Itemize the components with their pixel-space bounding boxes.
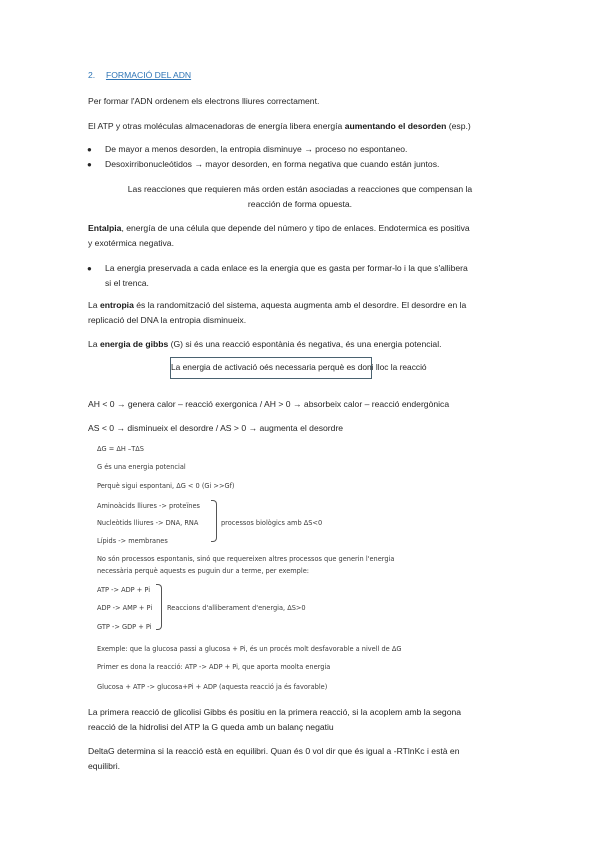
scan-line: Glucosa + ATP -> glucosa+Pi + ADP (aquesta reacció ja és favorable) xyxy=(97,683,328,691)
scan-line: Aminoàcids lliures -> proteïnes xyxy=(97,502,200,510)
scan-line: Primer es dona la reacció: ATP -> ADP + Pi, que aporta moolta energia xyxy=(97,663,331,671)
entropy-line: AS < 0 → disminueix el desordre / AS > 0 → augmenta el desordre xyxy=(88,423,344,433)
scan-line: Lípids -> membranes xyxy=(97,537,168,545)
scan-line: processos biològics amb ΔS<0 xyxy=(221,519,323,527)
paragraph-entalpia: Entalpia, energía de una célula que depende del número y tipo de enlaces. Endotermica es positiva y exotérmica negativa. xyxy=(88,223,470,248)
gibbs-equation: ΔG = ΔH –TΔS xyxy=(97,445,144,453)
bullet-icon: ● xyxy=(87,145,92,154)
scan-line: ADP -> AMP + Pi xyxy=(97,604,153,612)
centered-note: Las reacciones que requieren más orden están asociadas a reacciones que compensan la reacción de forma opuesta. xyxy=(127,184,473,209)
paragraph-gibbs: La energia de gibbs (G) si és una reacció espontània és negativa, és una energia potencial. xyxy=(88,339,442,349)
scan-line: Perquè sigui espontani, ΔG < 0 (Gi >>Gf) xyxy=(97,482,235,490)
scan-line: Exemple: que la glucosa passi a glucosa + Pi, és un procés molt desfavorable a nivell de ΔG xyxy=(97,645,402,653)
heading-number: 2. xyxy=(88,70,96,80)
bullet-icon: ● xyxy=(87,160,92,169)
paragraph-atp: El ATP y otras moléculas almacenadoras de energía libera energía aumentando el desorden (esp.) xyxy=(88,121,471,131)
brace-icon xyxy=(156,584,162,630)
enthalpy-line: AH < 0 → genera calor – reacció exergonica / AH > 0 → absorbeix calor – reacció endergònica xyxy=(88,399,450,409)
scan-line: GTP -> GDP + Pi xyxy=(97,623,152,631)
scan-line: necessària perquè aquests es puguin dur a terme, per exemple: xyxy=(97,567,309,575)
activation-energy-box: La energia de activació oés necessaria perquè es doni lloc la reacció xyxy=(170,357,372,379)
brace-icon xyxy=(211,500,217,542)
bullet-list-2: ● La energia preservada a cada enlace es la energia que es gasta per formar-lo i la que s'allibera si el trenca. xyxy=(87,263,468,288)
section-heading xyxy=(88,69,191,82)
paragraph-glicolisi: La primera reacció de glicolisi Gibbs és positiu en la primera reacció, si la acoplem amb la segona reacció de la hidrolisi del ATP la G queda amb un balanç negatiu xyxy=(88,707,462,732)
paragraph-entropia: La entropia és la randomització del sistema, aquesta augmenta amb el desordre. El desordre en la replicació del DNA la entropia disminueix. xyxy=(88,300,467,325)
bullet-icon: ● xyxy=(87,264,92,273)
paragraph-deltag: DeltaG determina si la reacció està en equilibri. Quan és 0 vol dir que és igual a -RTlnKc i està en equilibri. xyxy=(88,746,460,771)
scan-line: G és una energia potencial xyxy=(97,463,186,471)
scan-line: ATP -> ADP + Pi xyxy=(97,586,151,594)
scan-line: No són processos espontanis, sinó que requereixen altres processos que generin l'energia xyxy=(97,555,395,563)
scan-line: Nucleòtids lliures -> DNA, RNA xyxy=(97,519,199,527)
heading-title: FORMACIÓ DEL ADN xyxy=(105,70,192,80)
paragraph-adn: Per formar l'ADN ordenem els electrons lliures correctament. xyxy=(88,96,320,106)
document-page: 2. FORMACIÓ DEL ADN Per formar l'ADN ordenem els electrons lliures correctament. El ATP y otras moléculas almacenadoras de energía libera energía aumentando el desorden (esp.) ● De mayor a menos desorden, la entropia disminuye → proceso no espontaneo. ● Desoxirribonucleótidos → mayor desorden, en forma negativa que cuando están juntos. Las reacciones que requieren más orden están asociadas a reacciones que compensan la reacción de forma opuesta. Entalpia, energía de una célula que depende del número y tipo de enlaces. Endotermica es positiva y exotérmica negativa. ● La energia preservada a cada enlace es la energia que es gasta per formar-lo i la que s'allibera si el trenca. La entropia és la randomització del sistema, aquesta augmenta amb el desordre. El desordre en la replicació del DNA la entropia disminueix. La energia de gibbs (G) si és una reacció espontània és negativa, és una energia potencial. La energia de activació oés necessaria perquè es doni lloc la reacció AH < 0 → genera calor – reacció exergonica / AH > 0 → absorbeix calor – reacció endergònica AS < 0 → disminueix el desordre / AS > 0 → augmenta el desordre ΔG = ΔH –TΔS G és una energia potencial Perquè sigui espontani, ΔG < 0 (Gi >>Gf) Aminoàcids lliures -> proteïnes Nucleòtids lliures -> DNA, RNA processos biològics amb ΔS<0 Lípids -> membranes No són processos espontanis, sinó que requereixen altres processos que generin l'energia necessària perquè aquests es puguin dur a terme, per exemple: ATP -> ADP + Pi ADP -> AMP + Pi Reaccions d'alliberament d'energia, ΔS>0 GTP -> GDP + Pi Exemple: que la glucosa passi a glucosa + Pi, és un procés molt desfavorable a nivell de ΔG Primer es dona la reacció: ATP -> ADP + Pi, que aporta moolta energia Glucosa + ATP -> glucosa+Pi + ADP (aquesta reacció ja és favorable) La primera reacció de glicolisi Gibbs és positiu en la primera reacció, si la acoplem amb la segona reacció de la hidrolisi del ATP la G queda amb un balanç negatiu DeltaG determina si la reacció està en equilibri. Quan és 0 vol dir que és igual a -RTlnKc i està en equilibri. xyxy=(0,0,599,848)
scan-line: Reaccions d'alliberament d'energia, ΔS>0 xyxy=(167,604,306,612)
